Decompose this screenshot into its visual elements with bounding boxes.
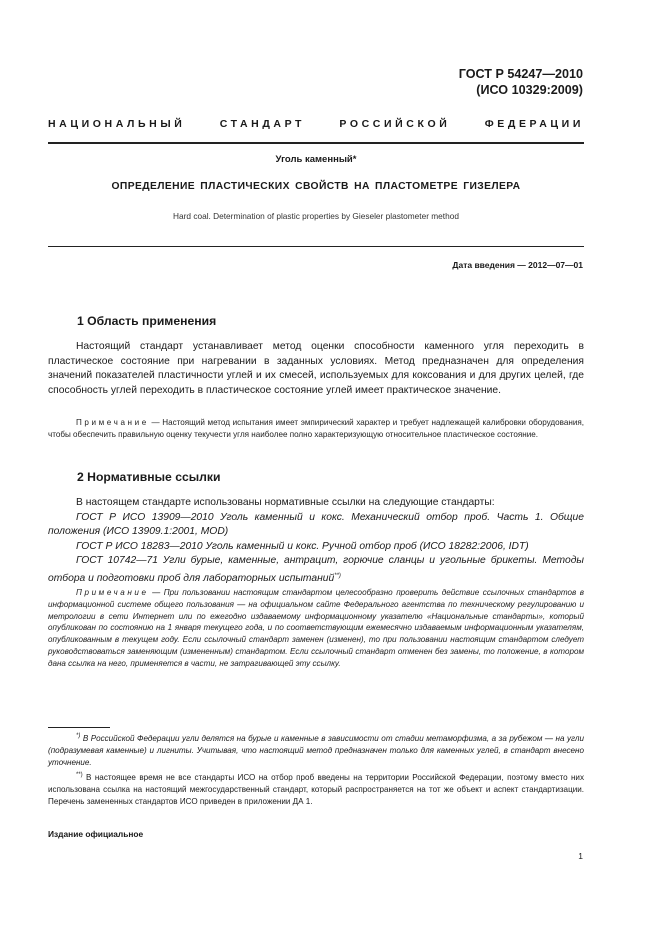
note-text: — Настоящий метод испытания имеет эмпирический характер и требует надлежащей калибровки оборудования, чтобы обеспечить правильную оценку текучести угля наиболее полно характеризующую относительное пластическое состояние.: [48, 418, 584, 439]
footnote-divider: [48, 727, 110, 728]
edition-label: Издание официальное: [48, 829, 144, 839]
section-2-body: [48, 496, 584, 586]
section-1-body: [48, 340, 584, 398]
banner-word: ФЕДЕРАЦИИ: [484, 118, 584, 130]
footnote-marker: *): [76, 733, 81, 739]
document-designation: [459, 66, 583, 98]
references-intro: В настоящем стандарте использованы нормативные ссылки на следующие стандарты:: [76, 497, 495, 508]
scope-paragraph: Настоящий стандарт устанавливает метод оценки способности каменного угля переходить в пластическое состояние при нагревании в заданных условиях. Метод предназначен для определения значений показателей пластичности углей и их смесей, используемых для коксования и для других целей, где способность углей переходить в пластическое состояние углей имеет практическое значение.: [48, 341, 584, 396]
reference-item: ГОСТ Р ИСО 13909—2010 Уголь каменный и кокс. Механический отбор проб. Часть 1. Общие положения (ИСО 13909.1:2001, MOD): [48, 511, 584, 537]
note-label: Примечание: [76, 588, 149, 597]
footnote-marker: **): [334, 572, 341, 579]
footnotes: [48, 731, 584, 808]
standard-title: ОПРЕДЕЛЕНИЕ ПЛАСТИЧЕСКИХ СВОЙСТВ НА ПЛАСТОМЕТРЕ ГИЗЕЛЕРА: [111, 181, 521, 192]
introduction-date: Дата введения — 2012—07—01: [452, 260, 583, 270]
note-label: Примечание: [76, 418, 149, 427]
standard-subject: Уголь каменный*: [275, 154, 357, 165]
national-standard-banner: [48, 118, 584, 130]
banner-word: РОССИЙСКОЙ: [339, 118, 451, 130]
banner-word: НАЦИОНАЛЬНЫЙ: [48, 118, 186, 130]
header-divider: [48, 142, 584, 144]
banner-word: СТАНДАРТ: [219, 118, 306, 130]
reference-item: ГОСТ Р ИСО 18283—2010 Уголь каменный и кокс. Ручной отбор проб (ИСО 18282:2006, IDT): [76, 540, 529, 552]
footnote-1: *) В Российской Федерации угли делятся на бурые и каменные в зависимости от стадии метаморфизма, а за рубежом — на угли (подразумевая каменные) и лигниты. Учитывая, что настоящий метод предназначен только для каменных углей, в стандарт внесено уточнение.: [48, 733, 584, 767]
section-1-note: [48, 417, 584, 441]
reference-text: ГОСТ 10742—71 Угли бурые, каменные, антрацит, горючие сланцы и угольные брикеты. Методы отбора и подготовки проб для лабораторных испытаний: [48, 555, 584, 584]
section-2-heading: 2 Нормативные ссылки: [77, 470, 221, 484]
title-divider: [48, 246, 584, 247]
section-1-heading: 1 Область применения: [77, 314, 217, 328]
gost-number: ГОСТ Р 54247—2010: [458, 67, 583, 81]
footnote-2: **) В настоящее время не все стандарты ИСО на отбор проб введены на территории Российской Федерации, поэтому вместо них использована ссылка на настоящий межгосударственный стандарт, который распространяется на тот же объект и аспект стандартизации. Перечень замененных стандартов ИСО приведен в приложении ДА 1.: [48, 772, 584, 806]
section-2-note: [48, 587, 584, 670]
note-text: — При пользовании настоящим стандартом целесообразно проверить действие ссылочных стандартов в информационной системе общего пользования — на официальном сайте Федерального агентства по техническому регулированию и метрологии в сети Интернет или по ежегодно издаваемому информационному указателю «Национальные стандарты», который опубликован по состоянию на 1 января текущего года, и по соответствующим ежемесячно издаваемым информационным указателям, опубликованным в текущем году. Если ссылочный стандарт заменен (изменен), то при пользовании настоящим стандартом следует руководствоваться заменяющим (измененным) стандартом. Если ссылочный стандарт отменен без замены, то положение, в котором дана ссылка на него, применяется в части, не затрагивающей эту ссылку.: [48, 588, 584, 668]
english-title: Hard coal. Determination of plastic properties by Gieseler plastometer method: [173, 211, 459, 221]
page-number: 1: [578, 851, 583, 861]
reference-item: [48, 554, 584, 586]
footnote-marker: **): [76, 772, 83, 779]
iso-number: (ИСО 10329:2009): [476, 83, 583, 97]
